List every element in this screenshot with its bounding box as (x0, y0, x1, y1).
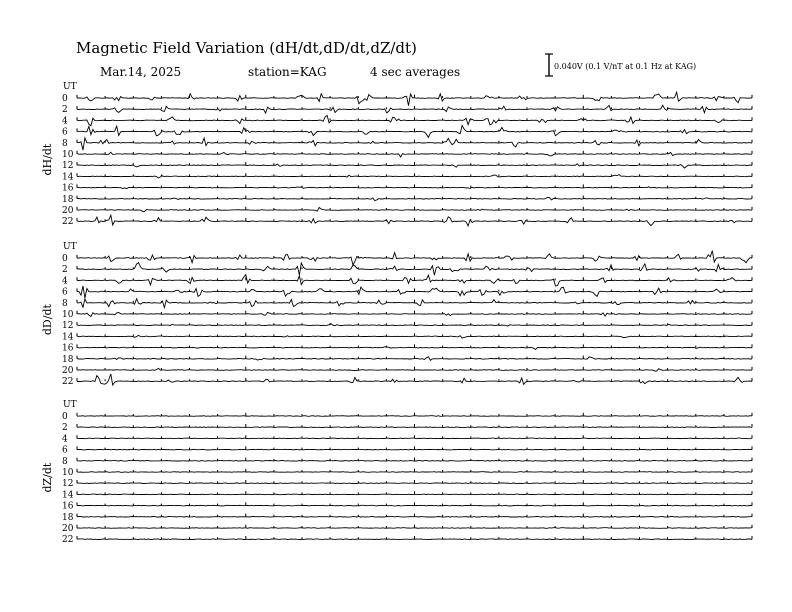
row-tick-label: 8 (62, 298, 68, 309)
trace-row (62, 479, 752, 489)
scale-bar-label: 0.040V (0.1 V/nT at 0.1 Hz at KAG) (554, 62, 697, 71)
trace-row (62, 150, 752, 160)
trace-line (77, 286, 752, 298)
trace-row (62, 126, 752, 138)
station-label: station=KAG (248, 65, 327, 79)
row-tick-label: 16 (62, 183, 74, 194)
row-tick-label: 22 (62, 217, 74, 228)
panel-label: dZ/dt (41, 462, 54, 493)
row-tick-label: 8 (62, 456, 68, 467)
row-tick-label: 22 (62, 377, 74, 388)
row-tick-label: 20 (62, 206, 74, 216)
ut-label: UT (63, 82, 77, 92)
trace-row (62, 502, 752, 512)
trace-row (62, 275, 752, 287)
trace-row (62, 251, 752, 266)
trace-row (62, 423, 752, 433)
row-tick-label: 2 (62, 423, 68, 434)
row-tick-label: 0 (62, 94, 68, 104)
trace-row (62, 457, 752, 467)
trace-row (62, 161, 752, 171)
panel-dddt (41, 242, 752, 387)
trace-row (62, 105, 752, 115)
row-tick-label: 4 (62, 434, 68, 445)
scale-bar (545, 54, 696, 76)
trace-row (62, 490, 752, 500)
trace-row (62, 366, 752, 376)
row-tick-label: 14 (62, 172, 74, 183)
ut-label: UT (63, 242, 77, 252)
trace-row (62, 138, 752, 150)
trace-row (62, 299, 752, 309)
row-tick-label: 4 (62, 276, 68, 287)
trace-row (62, 355, 752, 365)
averaging-label: 4 sec averages (370, 65, 461, 79)
row-tick-label: 2 (62, 105, 68, 116)
panel-dhdt (41, 82, 752, 227)
row-tick-label: 4 (62, 116, 68, 127)
trace-row (62, 92, 752, 105)
trace-row (62, 116, 752, 127)
panels (41, 82, 752, 545)
row-tick-label: 2 (62, 265, 68, 276)
trace-row (62, 332, 752, 342)
trace-row (62, 195, 752, 205)
trace-row (62, 310, 752, 320)
trace-row (62, 524, 752, 534)
row-tick-label: 6 (62, 127, 68, 138)
trace-row (62, 321, 752, 331)
row-tick-label: 16 (62, 343, 74, 354)
trace-row (62, 446, 752, 456)
panel-dzdt (41, 400, 752, 545)
trace-line (77, 116, 752, 126)
row-tick-label: 12 (62, 479, 74, 490)
row-tick-label: 6 (62, 287, 68, 298)
panel-label: dH/dt (41, 143, 54, 176)
row-tick-label: 18 (62, 354, 74, 365)
row-tick-label: 0 (62, 412, 68, 422)
trace-row (62, 412, 752, 422)
row-tick-label: 10 (62, 150, 74, 160)
row-tick-label: 6 (62, 445, 68, 456)
row-tick-label: 18 (62, 512, 74, 523)
row-tick-label: 16 (62, 501, 74, 512)
trace-row (62, 286, 752, 298)
trace-row (62, 468, 752, 478)
trace-row (62, 374, 752, 387)
row-tick-label: 20 (62, 524, 74, 534)
ut-label: UT (63, 400, 77, 410)
row-tick-label: 0 (62, 254, 68, 264)
trace-row (62, 206, 752, 216)
trace-row (62, 184, 752, 194)
row-tick-label: 12 (62, 321, 74, 332)
row-tick-label: 8 (62, 138, 68, 149)
trace-row (62, 434, 752, 444)
row-tick-label: 10 (62, 310, 74, 320)
date-label: Mar.14, 2025 (100, 65, 182, 79)
trace-row (62, 172, 752, 182)
trace-row (62, 215, 752, 227)
chart-title: Magnetic Field Variation (dH/dt,dD/dt,dZ/dt) (76, 39, 417, 57)
trace-row (62, 344, 752, 354)
row-tick-label: 22 (62, 535, 74, 546)
trace-line (77, 92, 752, 105)
row-tick-label: 10 (62, 468, 74, 478)
row-tick-label: 12 (62, 161, 74, 172)
trace-row (62, 513, 752, 523)
row-tick-label: 20 (62, 366, 74, 376)
panel-label: dD/dt (41, 304, 54, 336)
row-tick-label: 14 (62, 490, 74, 501)
row-tick-label: 18 (62, 194, 74, 205)
row-tick-label: 14 (62, 332, 74, 343)
trace-row (62, 263, 752, 276)
trace-row (62, 535, 752, 545)
